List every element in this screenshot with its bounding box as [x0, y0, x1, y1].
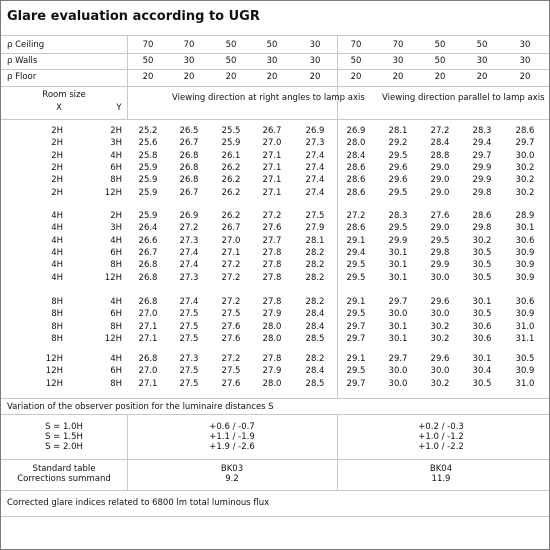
ugr-value: 27.9	[262, 366, 282, 377]
ugr-value: 27.1	[262, 162, 282, 173]
ugr-value: 29.8	[472, 223, 492, 234]
ugr-value: 26.5	[179, 126, 199, 136]
ugr-value: 30.9	[515, 247, 535, 258]
spacing-label: S = 1.0H	[45, 422, 83, 432]
ugr-value: 30.2	[515, 175, 535, 186]
ugr-value: 28.6	[515, 126, 535, 136]
summand-parallel: 11.9	[431, 474, 451, 484]
room-x: 8H	[51, 309, 63, 320]
room-x: 8H	[51, 321, 63, 332]
ugr-value: 27.5	[179, 366, 199, 377]
ugr-value: 29.6	[430, 297, 450, 307]
ugr-value: 26.9	[179, 211, 199, 221]
ugr-value: 29.9	[430, 260, 450, 271]
reflectance-value: 20	[434, 72, 446, 82]
reflectance-value: 30	[266, 56, 278, 66]
ugr-value: 27.2	[221, 260, 241, 271]
ugr-value: 29.5	[388, 187, 408, 198]
ugr-value: 29.9	[472, 175, 492, 186]
ugr-value: 27.0	[138, 309, 158, 320]
variation-parallel: +1.0 / -2.2	[418, 442, 464, 452]
section-divider	[1, 459, 549, 460]
ugr-value: 30.5	[472, 247, 492, 258]
ugr-value: 27.4	[179, 260, 199, 271]
ugr-value: 31.0	[515, 378, 535, 389]
standard-table-right: BK03	[220, 464, 244, 474]
ugr-value: 28.1	[305, 235, 325, 246]
reflectance-value: 30	[476, 56, 488, 66]
reflectance-value: 50	[225, 40, 237, 50]
ugr-value: 30.5	[472, 260, 492, 271]
ugr-value: 30.1	[472, 297, 492, 307]
room-y: 4H	[110, 150, 122, 161]
room-x: 8H	[51, 297, 63, 307]
room-x: 4H	[51, 235, 63, 246]
reflectance-value: 30	[309, 40, 321, 50]
ugr-value: 29.0	[430, 162, 450, 173]
spacing-label: S = 2.0H	[45, 442, 83, 452]
ugr-value: 30.9	[515, 309, 535, 320]
ugr-value: 28.4	[305, 321, 325, 332]
reflectance-value: 20	[309, 72, 321, 82]
room-y: 6H	[110, 247, 122, 258]
reflectance-value: 20	[519, 72, 531, 82]
variation-parallel: +1.0 / -1.2	[418, 432, 464, 442]
ugr-value: 29.5	[388, 150, 408, 161]
room-x: 2H	[51, 150, 63, 161]
reflectance-value: 20	[476, 72, 488, 82]
standard-table-label: Standard table	[32, 464, 96, 474]
ugr-value: 30.9	[515, 272, 535, 283]
ugr-value: 29.7	[346, 378, 366, 389]
ugr-value: 28.4	[430, 138, 450, 149]
ugr-value: 25.9	[221, 138, 241, 149]
room-y: 6H	[110, 366, 122, 377]
ugr-value: 27.0	[138, 366, 158, 377]
room-y: 8H	[110, 378, 122, 389]
room-y: 8H	[110, 175, 122, 186]
ugr-value: 28.0	[262, 333, 282, 344]
ugr-value: 26.8	[138, 297, 158, 307]
reflectance-value: 70	[183, 40, 195, 50]
ugr-value: 27.9	[305, 223, 325, 234]
ugr-value: 30.0	[430, 366, 450, 377]
ugr-value: 29.4	[472, 138, 492, 149]
ugr-value: 25.9	[138, 211, 158, 221]
ugr-value: 30.5	[472, 378, 492, 389]
ugr-value: 27.1	[138, 378, 158, 389]
ugr-value: 30.0	[430, 309, 450, 320]
ugr-value: 26.2	[221, 162, 241, 173]
ugr-value: 26.7	[262, 126, 282, 136]
ugr-value: 28.2	[305, 272, 325, 283]
ugr-value: 27.4	[305, 162, 325, 173]
ugr-value: 28.5	[305, 378, 325, 389]
ugr-value: 29.1	[346, 297, 366, 307]
ugr-value: 28.6	[346, 175, 366, 186]
ugr-value: 29.2	[388, 138, 408, 149]
section-divider	[1, 516, 549, 517]
ugr-value: 27.1	[262, 175, 282, 186]
room-x: 2H	[51, 187, 63, 198]
room-x: 4H	[51, 247, 63, 258]
ugr-value: 29.9	[472, 162, 492, 173]
ugr-value: 30.1	[388, 333, 408, 344]
ugr-value: 28.4	[346, 150, 366, 161]
ugr-value: 26.8	[138, 272, 158, 283]
room-y: 3H	[110, 223, 122, 234]
ugr-value: 29.7	[472, 150, 492, 161]
ugr-value: 27.6	[430, 211, 450, 221]
row-divider	[1, 69, 549, 70]
ugr-value: 28.0	[262, 378, 282, 389]
room-x: 2H	[51, 138, 63, 149]
row-divider	[1, 86, 549, 87]
page-title: Glare evaluation according to UGR	[7, 9, 260, 24]
ugr-value: 27.4	[305, 175, 325, 186]
ugr-value: 27.0	[262, 138, 282, 149]
room-y: 2H	[110, 211, 122, 221]
ugr-value: 29.1	[346, 235, 366, 246]
ugr-value: 27.6	[221, 321, 241, 332]
room-y: 3H	[110, 138, 122, 149]
room-x: 8H	[51, 333, 63, 344]
ugr-value: 29.5	[346, 260, 366, 271]
ugr-value: 27.4	[179, 247, 199, 258]
reflectance-value: 50	[225, 56, 237, 66]
ugr-value: 27.2	[430, 126, 450, 136]
summand-right: 9.2	[225, 474, 239, 484]
ugr-value: 26.6	[138, 235, 158, 246]
ugr-value: 29.6	[388, 162, 408, 173]
room-x: 12H	[45, 354, 63, 364]
ugr-value: 30.6	[472, 321, 492, 332]
ugr-value: 27.5	[221, 309, 241, 320]
room-y: 12H	[104, 333, 122, 344]
reflectance-value: 50	[142, 56, 154, 66]
room-x: 2H	[51, 175, 63, 186]
ugr-value: 30.1	[515, 223, 535, 234]
reflectance-value: 20	[183, 72, 195, 82]
ugr-value: 29.7	[346, 321, 366, 332]
ugr-value: 27.4	[305, 187, 325, 198]
ugr-value: 30.6	[472, 333, 492, 344]
reflectance-value: 20	[266, 72, 278, 82]
ugr-value: 28.2	[305, 260, 325, 271]
ugr-value: 25.5	[221, 126, 241, 136]
direction-divider	[337, 414, 338, 490]
ugr-value: 29.7	[388, 297, 408, 307]
reflectance-value: 50	[434, 56, 446, 66]
x-heading: X	[56, 103, 62, 113]
ugr-value: 27.3	[179, 235, 199, 246]
room-y: 4H	[110, 354, 122, 364]
reflectance-value: 70	[350, 40, 362, 50]
room-x: 4H	[51, 223, 63, 234]
ugr-value: 29.9	[388, 235, 408, 246]
ugr-value: 30.0	[430, 272, 450, 283]
ugr-value: 25.6	[138, 138, 158, 149]
ugr-value: 26.8	[138, 260, 158, 271]
variation-parallel: +0.2 / -0.3	[418, 422, 464, 432]
ugr-value: 29.6	[388, 175, 408, 186]
ugr-value: 29.0	[430, 187, 450, 198]
ugr-value: 25.9	[138, 187, 158, 198]
row-divider	[1, 53, 549, 54]
ugr-value: 27.5	[179, 378, 199, 389]
ugr-value: 30.1	[388, 272, 408, 283]
ugr-value: 27.1	[138, 321, 158, 332]
ugr-value: 28.2	[305, 297, 325, 307]
ugr-value: 25.9	[138, 162, 158, 173]
room-size-heading: Room size	[42, 90, 86, 100]
ugr-value: 27.5	[179, 309, 199, 320]
reflectance-value: 50	[434, 40, 446, 50]
ugr-value: 29.5	[346, 366, 366, 377]
ugr-value: 26.2	[221, 175, 241, 186]
ugr-value: 30.2	[430, 321, 450, 332]
ugr-value: 30.6	[515, 297, 535, 307]
ugr-value: 29.4	[346, 247, 366, 258]
ugr-value: 26.7	[138, 247, 158, 258]
ugr-value: 28.1	[388, 126, 408, 136]
ugr-value: 28.2	[305, 354, 325, 364]
ugr-value: 27.6	[262, 223, 282, 234]
ugr-value: 29.5	[346, 309, 366, 320]
ugr-value: 27.5	[221, 366, 241, 377]
ugr-value: 28.3	[388, 211, 408, 221]
room-y: 12H	[104, 187, 122, 198]
ugr-value: 27.3	[179, 354, 199, 364]
ugr-value: 29.8	[430, 247, 450, 258]
ugr-value: 26.7	[179, 138, 199, 149]
ugr-value: 27.5	[179, 321, 199, 332]
label-column-divider	[127, 414, 128, 490]
ugr-value: 27.8	[262, 297, 282, 307]
ugr-value: 27.3	[305, 138, 325, 149]
reflectance-value: 30	[392, 56, 404, 66]
room-y: 4H	[110, 235, 122, 246]
ugr-value: 30.1	[472, 354, 492, 364]
ugr-value: 27.7	[262, 235, 282, 246]
ugr-value: 30.0	[388, 309, 408, 320]
variation-right-angles: +0.6 / -0.7	[209, 422, 255, 432]
ugr-value: 26.9	[346, 126, 366, 136]
ugr-value: 26.2	[221, 187, 241, 198]
room-x: 4H	[51, 272, 63, 283]
standard-table-parallel: BK04	[429, 464, 453, 474]
variation-caption: Variation of the observer position for the luminaire distances S	[7, 402, 274, 412]
ugr-value: 29.5	[430, 235, 450, 246]
ugr-value: 27.4	[305, 150, 325, 161]
room-x: 2H	[51, 162, 63, 173]
ugr-value: 27.1	[262, 187, 282, 198]
header-divider	[1, 119, 549, 120]
parallel-heading: Viewing direction parallel to lamp axis	[382, 93, 545, 103]
room-x: 4H	[51, 260, 63, 271]
footnote: Corrected glare indices related to 6800 lm total luminous flux	[7, 498, 270, 508]
ugr-value: 27.1	[262, 150, 282, 161]
ugr-value: 30.0	[515, 150, 535, 161]
ugr-value: 27.3	[179, 272, 199, 283]
reflectance-value: 20	[350, 72, 362, 82]
y-heading: Y	[116, 103, 122, 113]
reflectance-value: 30	[183, 56, 195, 66]
reflectance-value: 30	[309, 56, 321, 66]
room-x: 12H	[45, 378, 63, 389]
ugr-value: 30.6	[515, 235, 535, 246]
room-y: 12H	[104, 272, 122, 283]
reflectance-label: ρ Floor	[7, 72, 37, 82]
ugr-value: 27.2	[262, 211, 282, 221]
reflectance-value: 20	[142, 72, 154, 82]
corrections-summand-label: Corrections summand	[17, 474, 111, 484]
ugr-value: 28.3	[472, 126, 492, 136]
right-angles-heading: Viewing direction at right angles to lamp axis	[172, 93, 365, 103]
ugr-value: 27.0	[221, 235, 241, 246]
ugr-value: 27.5	[179, 333, 199, 344]
room-y: 8H	[110, 321, 122, 332]
ugr-value: 27.2	[221, 272, 241, 283]
reflectance-label: ρ Ceiling	[7, 40, 45, 50]
room-x: 12H	[45, 366, 63, 377]
ugr-value: 27.6	[221, 333, 241, 344]
ugr-value: 29.8	[472, 187, 492, 198]
ugr-value: 28.8	[430, 150, 450, 161]
ugr-value: 26.9	[305, 126, 325, 136]
ugr-value: 26.2	[221, 211, 241, 221]
ugr-value: 28.4	[305, 366, 325, 377]
reflectance-value: 20	[392, 72, 404, 82]
ugr-value: 30.1	[388, 247, 408, 258]
ugr-value: 27.6	[221, 378, 241, 389]
ugr-value: 30.2	[515, 187, 535, 198]
ugr-value: 25.2	[138, 126, 158, 136]
section-divider	[1, 490, 549, 491]
room-y: 2H	[110, 126, 122, 136]
ugr-value: 29.5	[346, 272, 366, 283]
section-divider	[1, 414, 549, 415]
ugr-value: 27.2	[221, 297, 241, 307]
section-divider	[1, 398, 549, 399]
ugr-value: 27.2	[179, 223, 199, 234]
ugr-value: 30.4	[472, 366, 492, 377]
ugr-value: 27.4	[179, 297, 199, 307]
ugr-value: 30.9	[515, 366, 535, 377]
ugr-value: 29.7	[388, 354, 408, 364]
reflectance-value: 50	[266, 40, 278, 50]
ugr-value: 30.1	[388, 260, 408, 271]
room-y: 6H	[110, 162, 122, 173]
ugr-value: 29.6	[430, 354, 450, 364]
ugr-value: 26.1	[221, 150, 241, 161]
ugr-value: 30.9	[515, 260, 535, 271]
room-y: 6H	[110, 309, 122, 320]
ugr-value: 28.2	[305, 247, 325, 258]
ugr-value: 30.5	[515, 354, 535, 364]
ugr-value: 28.0	[262, 321, 282, 332]
ugr-value: 30.0	[388, 366, 408, 377]
ugr-value: 28.4	[305, 309, 325, 320]
ugr-value: 27.2	[221, 354, 241, 364]
ugr-value: 27.8	[262, 354, 282, 364]
ugr-value: 27.1	[138, 333, 158, 344]
ugr-value: 30.5	[472, 272, 492, 283]
ugr-value: 29.0	[430, 223, 450, 234]
ugr-value: 30.5	[472, 309, 492, 320]
room-x: 2H	[51, 126, 63, 136]
ugr-value: 28.5	[305, 333, 325, 344]
ugr-value: 31.1	[515, 333, 535, 344]
ugr-value: 26.8	[138, 354, 158, 364]
reflectance-value: 30	[519, 56, 531, 66]
ugr-value: 26.8	[179, 150, 199, 161]
ugr-value: 30.2	[430, 333, 450, 344]
ugr-value: 28.6	[472, 211, 492, 221]
reflectance-value: 70	[392, 40, 404, 50]
reflectance-value: 50	[476, 40, 488, 50]
ugr-value: 30.2	[472, 235, 492, 246]
ugr-value: 27.9	[262, 309, 282, 320]
ugr-value: 29.0	[430, 175, 450, 186]
ugr-value: 30.0	[388, 378, 408, 389]
variation-right-angles: +1.1 / -1.9	[209, 432, 255, 442]
reflectance-value: 50	[350, 56, 362, 66]
ugr-value: 28.6	[346, 187, 366, 198]
title-divider	[1, 35, 549, 36]
ugr-value: 28.0	[346, 138, 366, 149]
ugr-value: 28.6	[346, 223, 366, 234]
reflectance-value: 30	[519, 40, 531, 50]
reflectance-value: 20	[225, 72, 237, 82]
ugr-value: 25.9	[138, 175, 158, 186]
ugr-value: 29.7	[346, 333, 366, 344]
ugr-value: 27.5	[305, 211, 325, 221]
ugr-value: 27.2	[346, 211, 366, 221]
ugr-value: 28.9	[515, 211, 535, 221]
ugr-value: 27.8	[262, 272, 282, 283]
ugr-value: 27.8	[262, 247, 282, 258]
ugr-value: 31.0	[515, 321, 535, 332]
ugr-value: 30.2	[430, 378, 450, 389]
ugr-value: 30.2	[515, 162, 535, 173]
ugr-value: 29.7	[515, 138, 535, 149]
ugr-value: 27.1	[221, 247, 241, 258]
ugr-value: 26.7	[221, 223, 241, 234]
ugr-value: 27.8	[262, 260, 282, 271]
ugr-value: 30.1	[388, 321, 408, 332]
ugr-value: 25.8	[138, 150, 158, 161]
ugr-value: 26.7	[179, 187, 199, 198]
reflectance-label: ρ Walls	[7, 56, 38, 66]
ugr-value: 26.8	[179, 175, 199, 186]
ugr-value: 29.1	[346, 354, 366, 364]
room-y: 8H	[110, 260, 122, 271]
reflectance-value: 70	[142, 40, 154, 50]
spacing-label: S = 1.5H	[45, 432, 83, 442]
room-x: 4H	[51, 211, 63, 221]
ugr-value: 26.4	[138, 223, 158, 234]
ugr-value: 26.8	[179, 162, 199, 173]
ugr-value: 29.5	[388, 223, 408, 234]
room-y: 4H	[110, 297, 122, 307]
ugr-value: 28.6	[346, 162, 366, 173]
variation-right-angles: +1.9 / -2.6	[209, 442, 255, 452]
